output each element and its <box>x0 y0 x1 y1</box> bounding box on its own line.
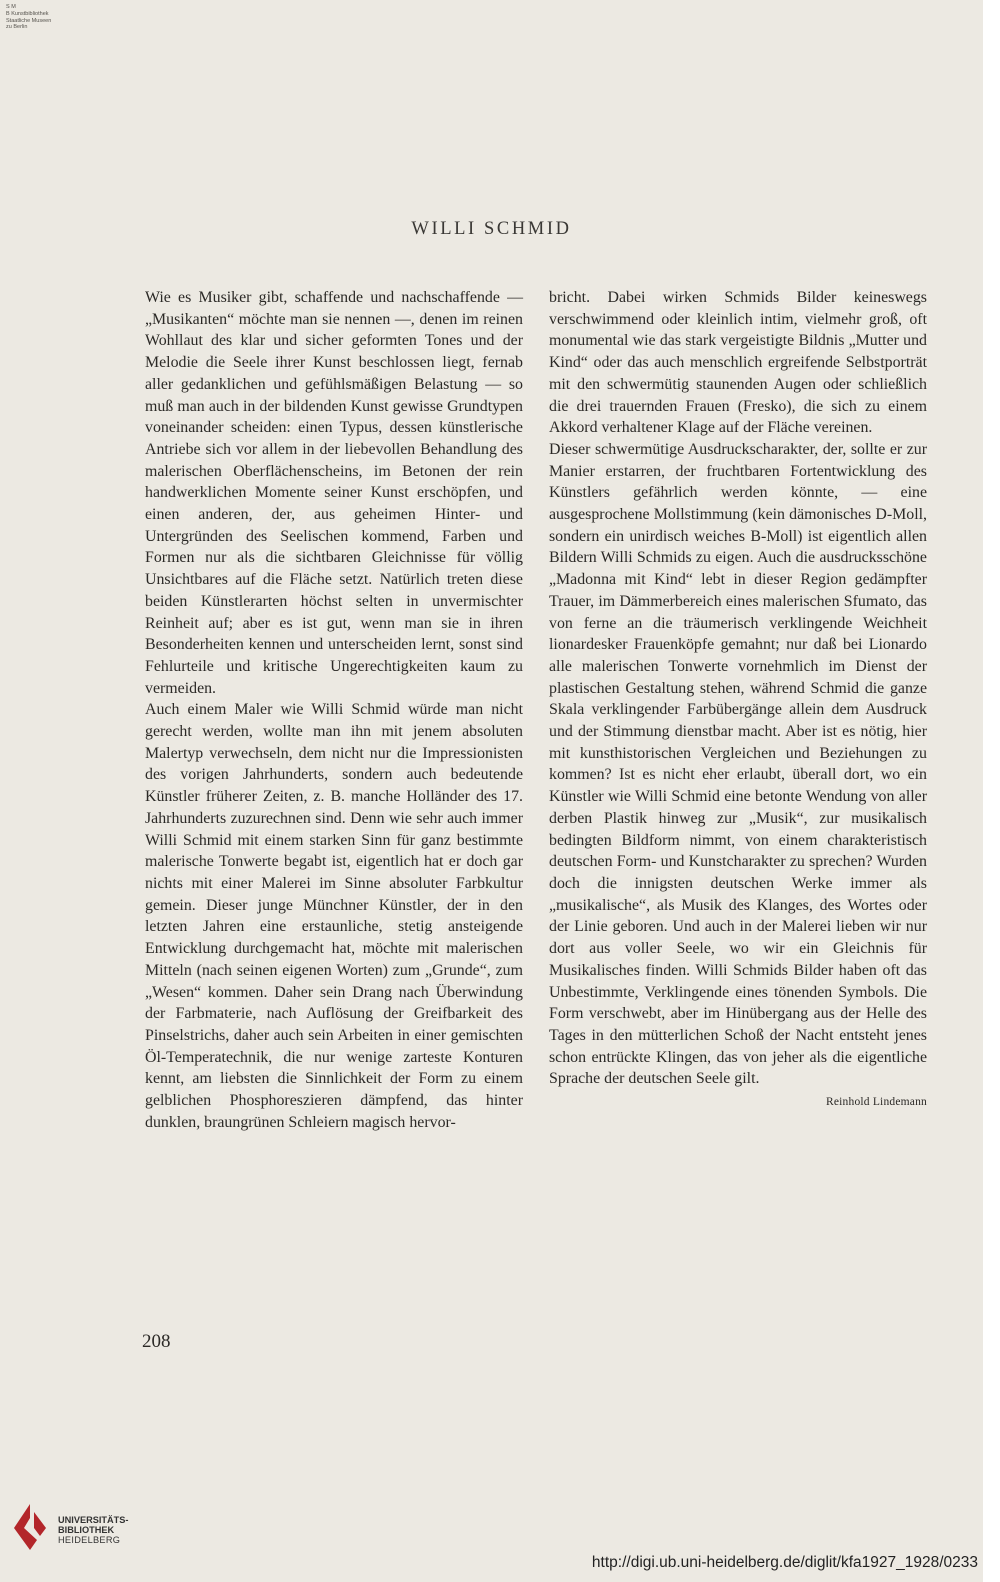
stamp-line: S M <box>6 4 16 10</box>
article-title: WILLI SCHMID <box>411 219 572 239</box>
library-logo-icon <box>8 1501 52 1553</box>
right-column <box>549 287 927 1114</box>
paragraph: bricht. Dabei wirken Schmids Bilder keineswegs verschwimmend oder kleinlich intim, vielmehr groß, oft monumental wie das stark vergeistigte Bildnis „Mutter und Kind“ oder das auch menschlich ergreifende Selbstporträt mit den schwermütig staunenden Augen oder schließlich die drei trauernden Frauen (Fresko), die sich zu einem Akkord verhaltener Klage auf der Fläche vereinen. <box>549 289 927 437</box>
stamp-line: zu Berlin <box>6 24 28 31</box>
source-url-link[interactable]: http://digi.ub.uni-heidelberg.de/diglit/kfa1927_1928/0233 <box>591 1554 978 1571</box>
logo-line: BIBLIOTHEK <box>58 1525 115 1535</box>
stamp-line: Staatliche Museen <box>6 17 52 24</box>
paragraph: Dieser schwermütige Ausdruckscharakter, der, sollte er zur Manier erstarren, der fruchtbaren Fortentwicklung des Künstlers gefährlich werden könnte, — eine ausgesprochene Mollstimmung (kein dämonisches D-Moll, sondern ein unirdisch weiches B-Moll) ist eigentlich allen Bildern Willi Schmids zu eigen. Auch die ausdrucksschöne „Madonna mit Kind“ lebt in dieser Region gedämpfter Trauer, im Dämmerbereich eines malerischen Sfumato, das von ferne an die träumerisch verklingende Weichheit lionardesker Frauenköpfe gemahnt; nur daß bei Lionardo alle malerischen Tonwerte vornehmlich im Dienst der plastischen Gestaltung stehen, während Schmid die ganze Skala verklingender Farbübergänge allein dem Ausdruck und der Stimmung dienstbar macht. Aber ist es nötig, hier mit kunsthistorischen Vergleichen und Beziehungen zu kommen? Ist es nicht eher erlaubt, überall dort, wo ein Künstler wie Willi Schmid eine betonte Wendung von aller derben Plastik hinweg zur „Musik“, zur musikalisch bedingten Bildform nimmt, von einem charakteristisch deutschen Form- und Kunstcharakter zu sprechen? Wurden doch die innigsten deutschen Werke immer als „musikalische“, als Musik des Klanges, des Wortes oder der Linie geboren. Und auch in der Malerei lieben wir nur dort aus voller Seele, wo wir ein Gleichnis für Musikalisches finden. Willi Schmids Bilder haben oft das Unbestimmte, Verklingende eines tönenden Symbols. Die Form verschwebt, aber im Hinübergang aus der Helle des Tages in den mütterlichen Schoß der Nacht entsteht jenes schon entrückte Klingen, das von jeher als die eigentliche Sprache der deutschen Seele gilt. <box>549 440 927 1088</box>
paragraph: Wie es Musiker gibt, schaffende und nachschaffende — „Musikanten“ möchte man sie nennen —, denen im reinen Wohllaut des klar und sicher geformten Tones und der Melodie die Seele ihrer Kunst beschlossen liegt, fernab aller gedanklichen und gefühlsmäßigen Belastung — so muß man auch in der bildenden Kunst gewisse Grundtypen voneinander scheiden: einen Typus, dessen künstlerische Antriebe sich vor allem in der liebevollen Behandlung des malerischen Oberflächenscheins, im Betonen der rein handwerklichen Momente seiner Kunst erschöpfen, und einen anderen, der, aus geheimen Hinter- und Untergründen des Seelischen kommend, Farben und Formen nur als die sichtbaren Gleichnisse für völlig Unsichtbares auf die Fläche setzt. Natürlich treten diese beiden Künstlerarten höchst selten in unvermischter Reinheit auf; aber es ist gut, wenn man sie in ihren Besonderheiten kennen und unterscheiden lernt, sonst sind Fehlurteile und kritische Ungerechtigkeiten kaum zu vermeiden. <box>145 289 523 697</box>
page-margin <box>983 0 1000 1582</box>
university-library-logo[interactable] <box>8 1500 148 1560</box>
author-signature: Reinhold Lindemann <box>825 1096 927 1109</box>
logo-line: UNIVERSITÄTS- <box>58 1515 129 1525</box>
page-number: 208 <box>142 1331 171 1352</box>
logo-line: HEIDELBERG <box>58 1535 121 1545</box>
left-column <box>145 287 523 1133</box>
stamp-line: B Kunstbibliothek <box>6 10 49 17</box>
paragraph: Auch einem Maler wie Willi Schmid würde man nicht gerecht werden, wollte man ihn mit jenem absoluten Malertyp verwechseln, dem nicht nur die Impressionisten des vorigen Jahrhunderts, sondern auch bedeutende Künstler früherer Zeiten, z. B. manche Holländer des 17. Jahrhunderts zuzurechnen sind. Denn wie sehr auch immer Willi Schmid mit einem starken Sinn für ganz bestimmte malerische Tonwerte begabt ist, eigentlich hat er doch gar nichts mit einer Malerei im Sinne absoluter Farbkultur gemein. Dieser junge Münchner Künstler, der in den letzten Jahren eine erstaunliche, stetig ansteigende Entwicklung durchgemacht hat, möchte mit malerischen Mitteln (nach seinen eigenen Worten) zum „Grunde“, zum „Wesen“ kommen. Daher sein Drang nach Überwindung der Farbmaterie, nach Auflösung der Greifbarkeit des Pinselstrichs, daher auch sein Arbeiten in einer gemischten Öl-Temperatechnik, die nur wenige zarteste Konturen kennt, am liebsten die Sinnlichkeit der Form zu einem gelblichen Phosphoreszieren dämpfend, das hinter dunklen, braungrünen Schleiern magisch hervor- <box>145 701 523 1131</box>
library-stamp <box>6 4 86 31</box>
logo-wordmark <box>58 1515 158 1545</box>
